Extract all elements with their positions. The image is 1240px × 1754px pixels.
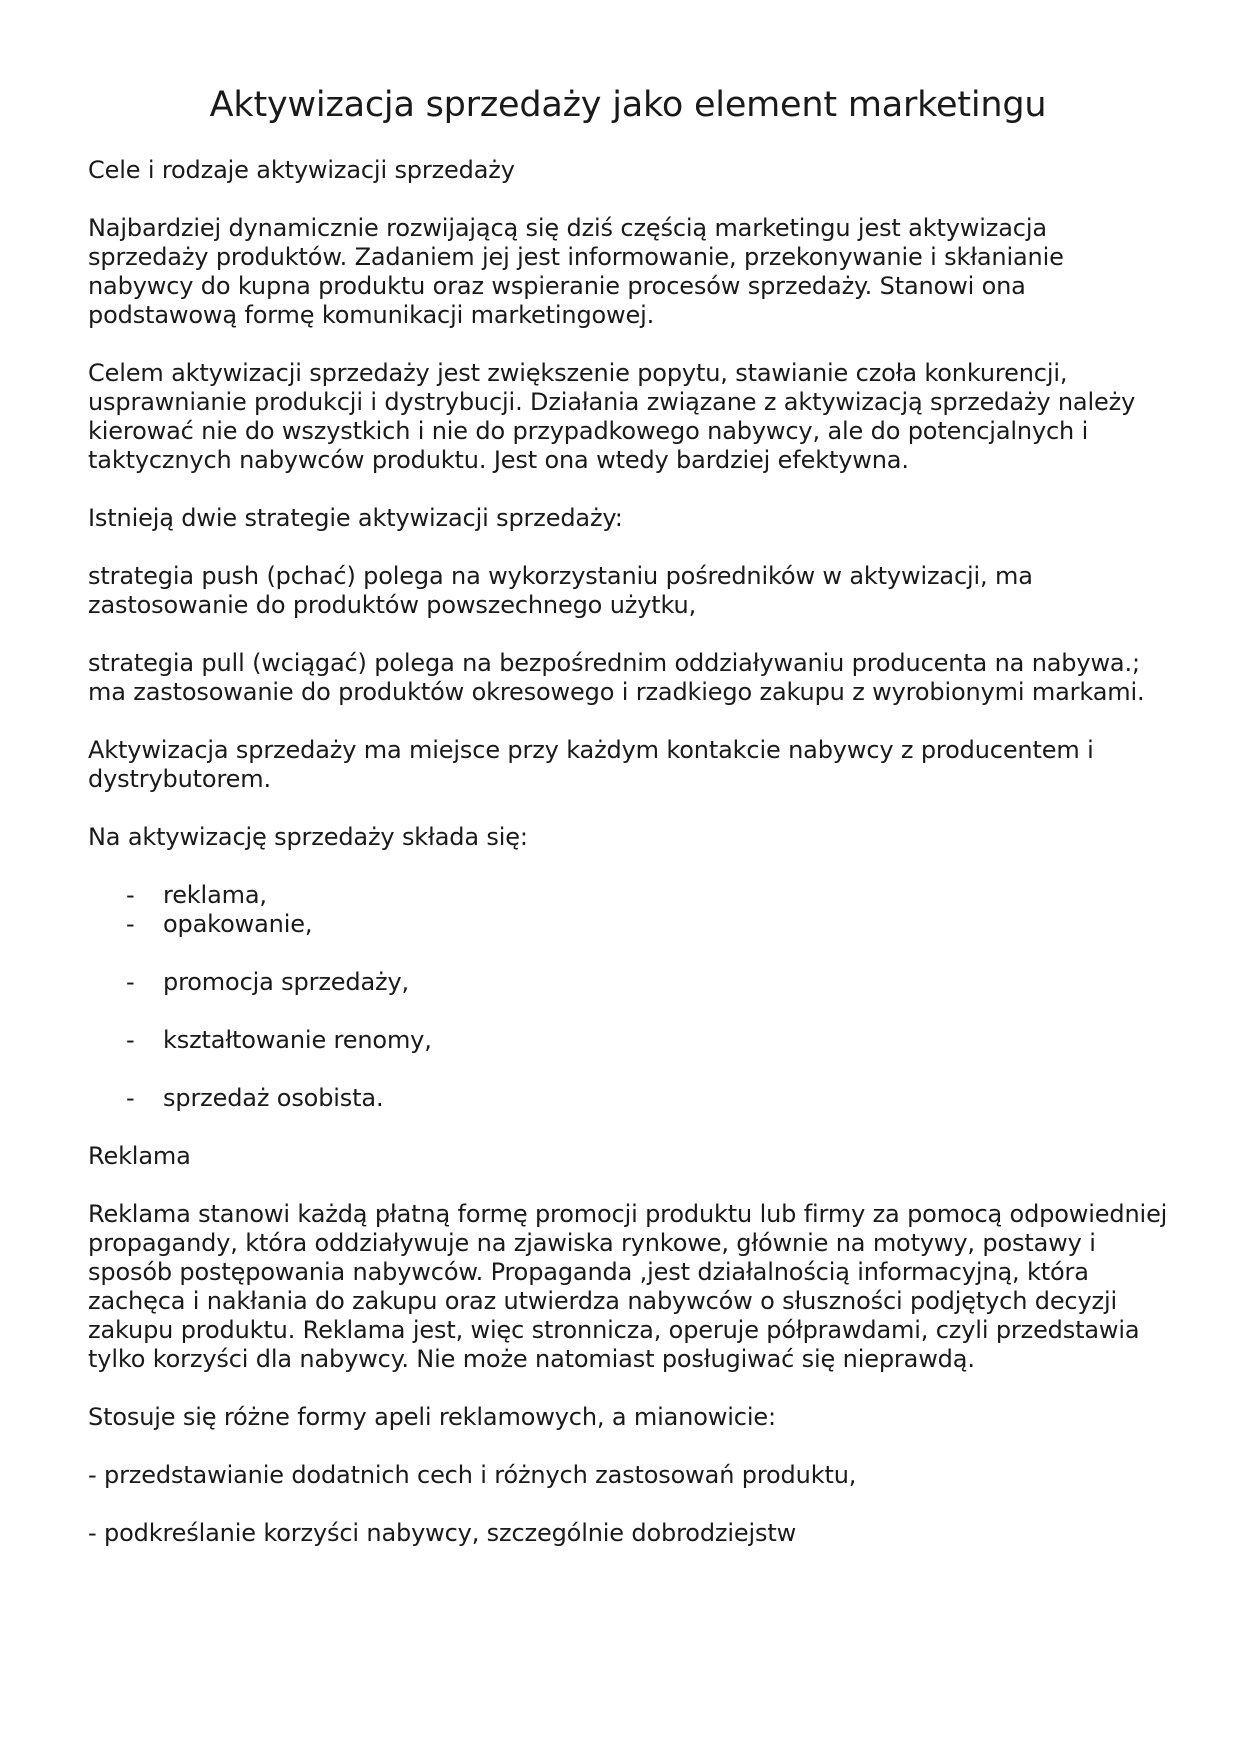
list-item: - promocja sprzedaży, — [126, 967, 410, 996]
paragraph-appeal-features: - przedstawianie dodatnich cech i różnych zastosowań produktu, — [88, 1460, 857, 1489]
paragraph-appeals-intro: Stosuje się różne formy apeli reklamowych, a mianowicie: — [88, 1402, 776, 1431]
document-page — [88, 84, 1168, 1548]
paragraph-strategy-push: strategia push (pchać) polega na wykorzystaniu pośredników w aktywizacji, ma zastosowanie do produktów powszechnego użytku, — [88, 561, 1033, 619]
section-heading-goals: Cele i rodzaje aktywizacji sprzedaży — [88, 155, 515, 184]
paragraph-strategy-pull: strategia pull (wciągać) polega na bezpośrednim oddziaływaniu producenta na nabywa.; ma zastosowanie do produktów okresowego i rzadkiego zakupu z wyrobionymi markami. — [88, 648, 1145, 706]
paragraph-contact: Aktywizacja sprzedaży ma miejsce przy każdym kontakcie nabywcy z producentem i dystrybutorem. — [88, 735, 1094, 793]
paragraph-intro: Najbardziej dynamicznie rozwijającą się dziś częścią marketingu jest aktywizacja sprzedaży produktów. Zadaniem jej jest informowanie, przekonywanie i skłanianie nabywcy do kupna produktu oraz wspieranie procesów sprzedaży. Stanowi ona podstawową formę komunikacji marketingowej. — [88, 213, 1064, 329]
dash-bullet: - — [126, 967, 135, 996]
list-item: - kształtowanie renomy, — [126, 1025, 432, 1054]
paragraph-goals: Celem aktywizacji sprzedaży jest zwiększenie popytu, stawianie czoła konkurencji, usprawnianie produkcji i dystrybucji. Działania związane z aktywizacją sprzedaży należy kierować nie do wszystkich i nie do przypadkowego nabywcy, ale do potencjalnych i taktycznych nabywców produktu. Jest ona wtedy bardziej efektywna. — [88, 358, 1136, 474]
dash-bullet: - — [126, 1083, 135, 1112]
paragraph-components-intro: Na aktywizację sprzedaży składa się: — [88, 822, 528, 851]
components-list — [88, 881, 1168, 1113]
dash-bullet: - — [126, 880, 135, 909]
list-item: - reklama, — [126, 880, 267, 909]
list-item: - opakowanie, — [126, 909, 313, 938]
list-item: - sprzedaż osobista. — [126, 1083, 384, 1112]
paragraph-appeal-benefits: - podkreślanie korzyści nabywcy, szczególnie dobrodziejstw — [88, 1518, 797, 1547]
page-title: Aktywizacja sprzedaży jako element marketingu — [209, 85, 1047, 125]
paragraph-advertising: Reklama stanowi każdą płatną formę promocji produktu lub firmy za pomocą odpowiedniej propagandy, która oddziaływuje na zjawiska rynkowe, głównie na motywy, postawy i sposób postępowania nabywców. Propaganda ,jest działalnością informacyjną, która zachęca i nakłania do zakupu oraz utwierdza nabywców o słuszności podjętych decyzji zakupu produktu. Reklama jest, więc stronnicza, operuje półprawdami, czyli przedstawia tylko korzyści dla nabywcy. Nie może natomiast posługiwać się nieprawdą. — [88, 1199, 1168, 1373]
dash-bullet: - — [126, 1025, 135, 1054]
dash-bullet: - — [126, 909, 135, 938]
paragraph-strategies-intro: Istnieją dwie strategie aktywizacji sprzedaży: — [88, 503, 623, 532]
section-heading-advertising: Reklama — [88, 1141, 191, 1170]
